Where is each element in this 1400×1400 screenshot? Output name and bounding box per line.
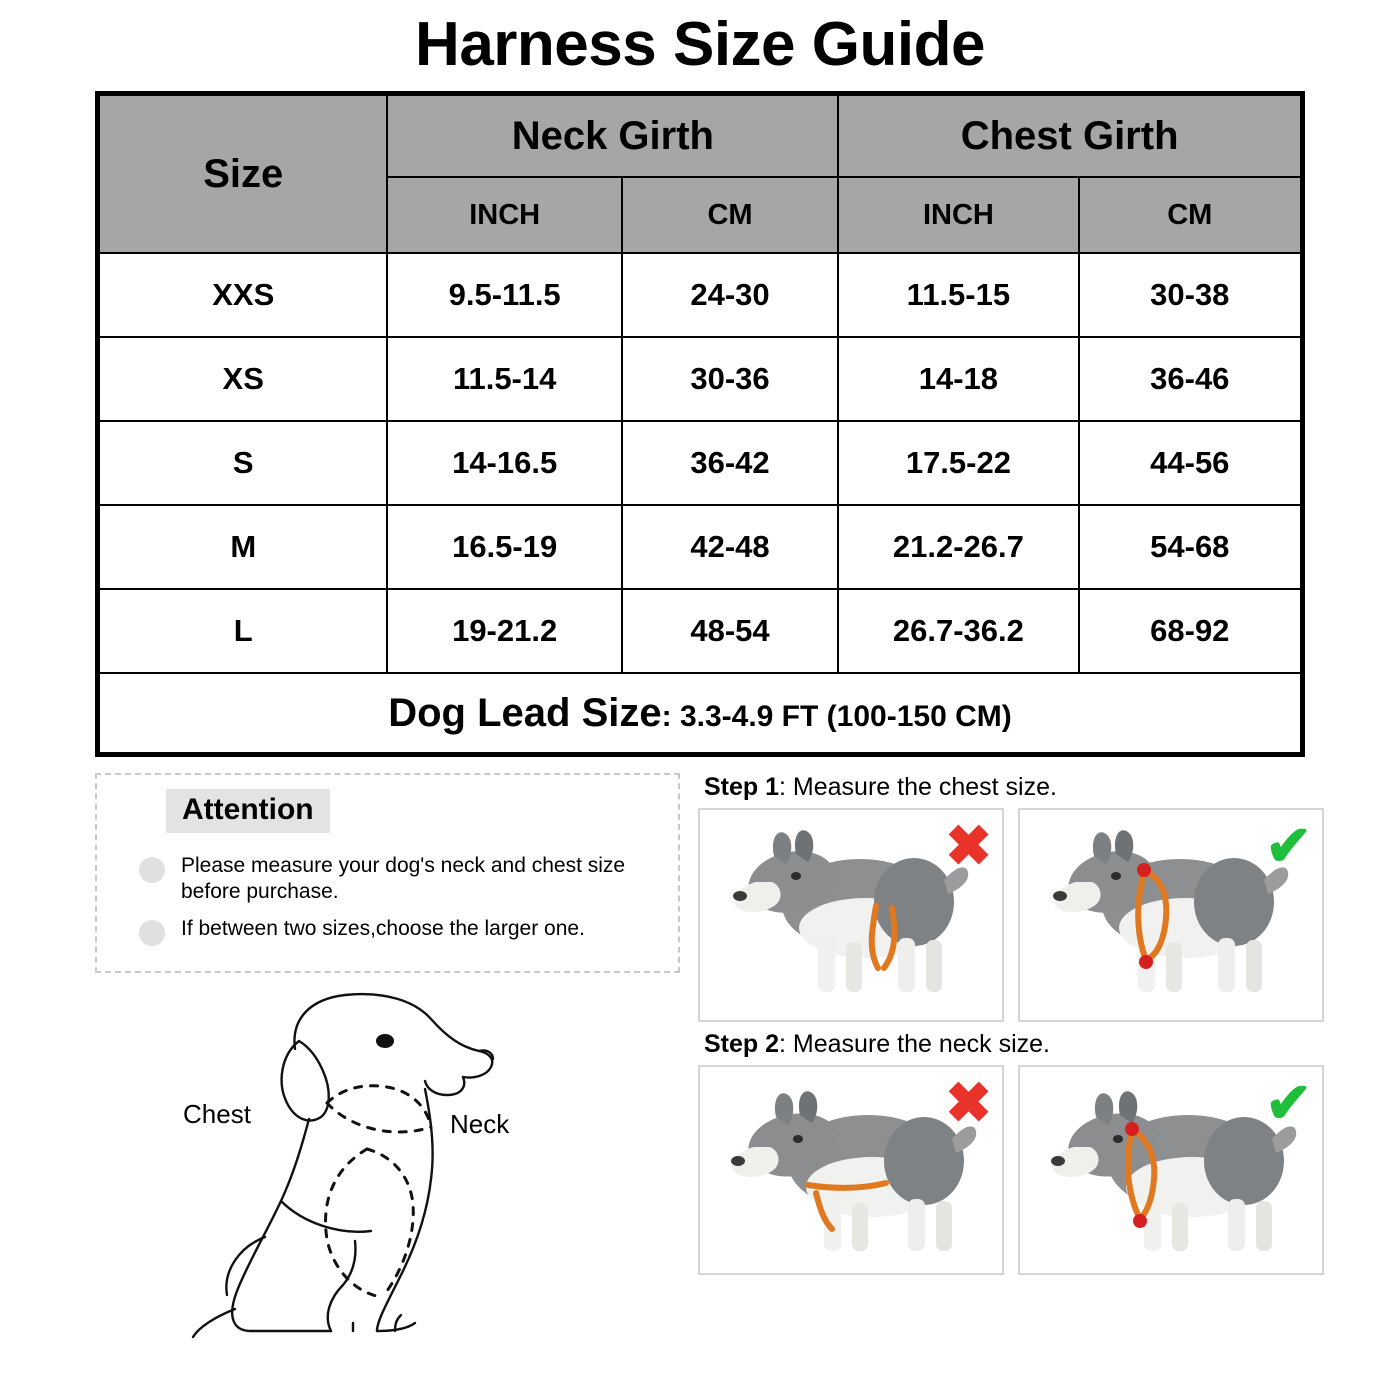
cell-neck-cm: 42-48: [622, 505, 838, 589]
sketch-label-neck: Neck: [450, 1109, 510, 1140]
step-1-caption: [704, 773, 1324, 802]
table-row: [99, 337, 1301, 421]
sketch-label-chest: Chest: [183, 1099, 251, 1130]
page-title: Harness Size Guide: [415, 10, 985, 79]
cell-chest-inch: 14-18: [838, 337, 1078, 421]
list-item: [139, 916, 664, 946]
cell-chest-cm: 36-46: [1079, 337, 1301, 421]
table-header-row-groups: [99, 95, 1301, 177]
cell-size: XXS: [99, 253, 387, 337]
header-neck-cm: CM: [622, 177, 838, 253]
step-2-photos: [698, 1065, 1324, 1275]
cell-chest-inch: 17.5-22: [838, 421, 1078, 505]
table-row: [99, 589, 1301, 673]
lead-size-label: Dog Lead Size: [388, 690, 662, 735]
cell-chest-inch: 26.7-36.2: [838, 589, 1078, 673]
correct-icon: ✔: [1265, 1071, 1312, 1135]
header-chest-cm: CM: [1079, 177, 1301, 253]
cell-neck-inch: 11.5-14: [387, 337, 621, 421]
step-1-label: Step 1: [704, 773, 780, 802]
header-neck-girth: Neck Girth: [387, 95, 838, 177]
step-1-correct-photo: [1018, 808, 1324, 1022]
list-item: [139, 853, 664, 906]
cell-chest-cm: 54-68: [1079, 505, 1301, 589]
bullet-icon: [139, 857, 165, 883]
cell-neck-cm: 48-54: [622, 589, 838, 673]
cell-neck-cm: 36-42: [622, 421, 838, 505]
attention-title: Attention: [166, 789, 330, 833]
table-row: [99, 505, 1301, 589]
bullet-icon: [139, 920, 165, 946]
step-2-label: Step 2: [704, 1030, 780, 1059]
attention-item-text: If between two sizes,choose the larger one.: [181, 916, 585, 940]
step-2-wrong-photo: [698, 1065, 1004, 1275]
step-2-caption: [704, 1030, 1324, 1059]
step-2-block: [698, 1030, 1324, 1275]
dog-sketch: [95, 979, 680, 1339]
header-chest-girth: Chest Girth: [838, 95, 1301, 177]
lead-size-cell: [99, 673, 1301, 753]
cell-size: M: [99, 505, 387, 589]
cell-neck-inch: 9.5-11.5: [387, 253, 621, 337]
step-1-photos: [698, 808, 1324, 1022]
left-column: [95, 773, 680, 1339]
cell-neck-inch: 19-21.2: [387, 589, 621, 673]
correct-icon: ✔: [1265, 814, 1312, 878]
step-1-wrong-photo: [698, 808, 1004, 1022]
step-1-block: [698, 773, 1324, 1022]
cell-neck-inch: 14-16.5: [387, 421, 621, 505]
cell-neck-cm: 30-36: [622, 337, 838, 421]
cell-size: L: [99, 589, 387, 673]
step-2-correct-photo: [1018, 1065, 1324, 1275]
right-column: [698, 773, 1324, 1339]
cell-chest-cm: 30-38: [1079, 253, 1301, 337]
cell-size: S: [99, 421, 387, 505]
lower-section: [95, 773, 1312, 1339]
lead-size-value: : 3.3-4.9 FT (100-150 CM): [661, 699, 1012, 733]
header-chest-inch: INCH: [838, 177, 1078, 253]
cell-neck-cm: 24-30: [622, 253, 838, 337]
cell-neck-inch: 16.5-19: [387, 505, 621, 589]
step-2-text: : Measure the neck size.: [779, 1030, 1050, 1059]
header-neck-inch: INCH: [387, 177, 621, 253]
cell-chest-cm: 44-56: [1079, 421, 1301, 505]
cell-size: XS: [99, 337, 387, 421]
cell-chest-inch: 21.2-26.7: [838, 505, 1078, 589]
header-size: Size: [99, 95, 387, 253]
cell-chest-cm: 68-92: [1079, 589, 1301, 673]
cell-chest-inch: 11.5-15: [838, 253, 1078, 337]
size-table: [98, 94, 1302, 754]
step-1-text: : Measure the chest size.: [779, 773, 1057, 802]
table-row: [99, 421, 1301, 505]
attention-item-text: Please measure your dog's neck and chest size before purchase.: [181, 854, 626, 904]
dog-outline-icon: [95, 979, 680, 1339]
lead-size-row: [99, 673, 1301, 753]
wrong-icon: ✖: [945, 1071, 992, 1135]
attention-box: [95, 773, 680, 973]
table-row: [99, 253, 1301, 337]
size-table-container: [95, 91, 1305, 757]
wrong-icon: ✖: [945, 814, 992, 878]
